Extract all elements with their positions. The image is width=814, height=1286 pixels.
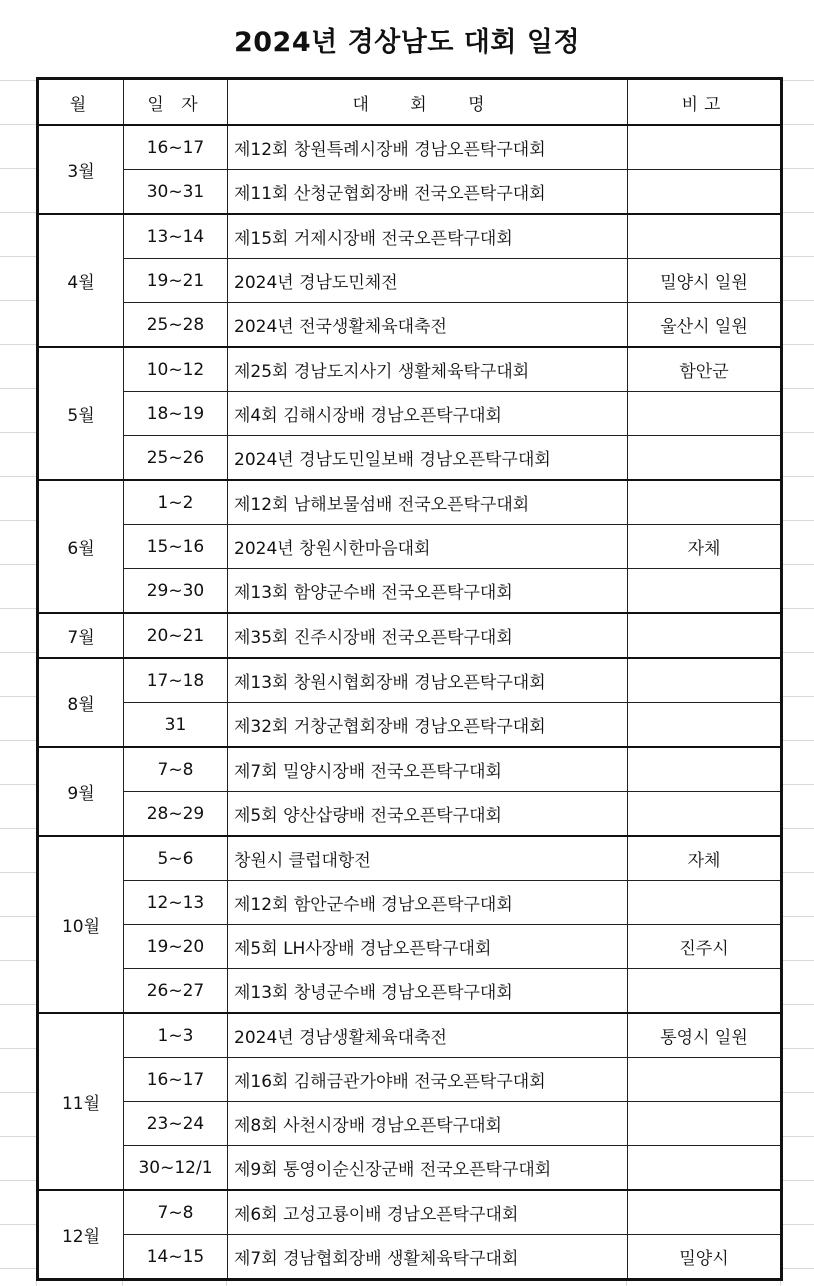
note-cell	[628, 1146, 782, 1191]
month-cell: 4월	[38, 214, 124, 347]
event-name-cell: 제12회 함안군수배 경남오픈탁구대회	[228, 881, 628, 925]
note-cell	[628, 703, 782, 748]
table-row	[38, 836, 782, 881]
table-row	[38, 1190, 782, 1235]
note-cell: 울산시 일원	[628, 303, 782, 348]
table-header-row	[38, 79, 782, 126]
table-row	[38, 525, 782, 569]
note-cell	[628, 1190, 782, 1235]
event-name-cell: 제9회 통영이순신장군배 전국오픈탁구대회	[228, 1146, 628, 1191]
event-name-cell: 제12회 남해보물섬배 전국오픈탁구대회	[228, 480, 628, 525]
note-cell	[628, 392, 782, 436]
note-cell: 밀양시 일원	[628, 259, 782, 303]
note-cell: 자체	[628, 525, 782, 569]
day-cell: 31	[124, 703, 228, 748]
event-name-cell: 2024년 경남도민일보배 경남오픈탁구대회	[228, 436, 628, 481]
note-cell	[628, 1102, 782, 1146]
event-name-cell: 창원시 클럽대항전	[228, 836, 628, 881]
table-row	[38, 792, 782, 837]
day-cell: 1~2	[124, 480, 228, 525]
event-name-cell: 제12회 창원특례시장배 경남오픈탁구대회	[228, 125, 628, 170]
day-cell: 28~29	[124, 792, 228, 837]
day-cell: 15~16	[124, 525, 228, 569]
month-cell: 6월	[38, 480, 124, 613]
month-cell: 8월	[38, 658, 124, 747]
month-cell: 5월	[38, 347, 124, 480]
note-cell	[628, 792, 782, 837]
event-name-cell: 제5회 LH사장배 경남오픈탁구대회	[228, 925, 628, 969]
event-name-cell: 제15회 거제시장배 전국오픈탁구대회	[228, 214, 628, 259]
event-name-cell: 제13회 창원시협회장배 경남오픈탁구대회	[228, 658, 628, 703]
day-cell: 25~26	[124, 436, 228, 481]
header-name: 대 회 명	[228, 79, 628, 126]
event-name-cell: 제11회 산청군협회장배 전국오픈탁구대회	[228, 170, 628, 215]
table-row	[38, 658, 782, 703]
event-name-cell: 제25회 경남도지사기 생활체육탁구대회	[228, 347, 628, 392]
header-note: 비고	[628, 79, 782, 126]
table-row	[38, 747, 782, 792]
event-name-cell: 제13회 창녕군수배 경남오픈탁구대회	[228, 969, 628, 1014]
schedule-body	[38, 125, 782, 1280]
note-cell: 자체	[628, 836, 782, 881]
day-cell: 25~28	[124, 303, 228, 348]
table-row	[38, 569, 782, 614]
day-cell: 29~30	[124, 569, 228, 614]
note-cell: 함안군	[628, 347, 782, 392]
day-cell: 10~12	[124, 347, 228, 392]
table-row	[38, 1235, 782, 1280]
month-cell: 3월	[38, 125, 124, 214]
day-cell: 7~8	[124, 747, 228, 792]
table-row	[38, 613, 782, 658]
note-cell: 진주시	[628, 925, 782, 969]
event-name-cell: 제8회 사천시장배 경남오픈탁구대회	[228, 1102, 628, 1146]
day-cell: 14~15	[124, 1235, 228, 1280]
event-name-cell: 제5회 양산삽량배 전국오픈탁구대회	[228, 792, 628, 837]
event-name-cell: 제32회 거창군협회장배 경남오픈탁구대회	[228, 703, 628, 748]
event-name-cell: 제4회 김해시장배 경남오픈탁구대회	[228, 392, 628, 436]
event-name-cell: 제13회 함양군수배 전국오픈탁구대회	[228, 569, 628, 614]
month-cell: 7월	[38, 613, 124, 658]
day-cell: 26~27	[124, 969, 228, 1014]
table-row	[38, 303, 782, 348]
event-name-cell: 2024년 창원시한마음대회	[228, 525, 628, 569]
schedule-table	[36, 77, 783, 1281]
day-cell: 5~6	[124, 836, 228, 881]
event-name-cell: 제35회 진주시장배 전국오픈탁구대회	[228, 613, 628, 658]
note-cell	[628, 658, 782, 703]
table-row	[38, 392, 782, 436]
day-cell: 7~8	[124, 1190, 228, 1235]
note-cell	[628, 480, 782, 525]
note-cell	[628, 214, 782, 259]
event-name-cell: 2024년 전국생활체육대축전	[228, 303, 628, 348]
event-name-cell: 제6회 고성고룡이배 경남오픈탁구대회	[228, 1190, 628, 1235]
day-cell: 13~14	[124, 214, 228, 259]
note-cell	[628, 569, 782, 614]
day-cell: 18~19	[124, 392, 228, 436]
table-row	[38, 1013, 782, 1058]
day-cell: 23~24	[124, 1102, 228, 1146]
event-name-cell: 2024년 경남생활체육대축전	[228, 1013, 628, 1058]
header-month: 월	[38, 79, 124, 126]
day-cell: 17~18	[124, 658, 228, 703]
table-row	[38, 347, 782, 392]
day-cell: 20~21	[124, 613, 228, 658]
note-cell	[628, 1058, 782, 1102]
table-row	[38, 1058, 782, 1102]
event-name-cell: 제16회 김해금관가야배 전국오픈탁구대회	[228, 1058, 628, 1102]
day-cell: 16~17	[124, 1058, 228, 1102]
table-row	[38, 925, 782, 969]
note-cell: 통영시 일원	[628, 1013, 782, 1058]
day-cell: 30~31	[124, 170, 228, 215]
header-day: 일 자	[124, 79, 228, 126]
day-cell: 19~21	[124, 259, 228, 303]
event-name-cell: 2024년 경남도민체전	[228, 259, 628, 303]
month-cell: 12월	[38, 1190, 124, 1280]
table-row	[38, 1146, 782, 1191]
event-name-cell: 제7회 밀양시장배 전국오픈탁구대회	[228, 747, 628, 792]
month-cell: 9월	[38, 747, 124, 836]
table-row	[38, 214, 782, 259]
table-row	[38, 1102, 782, 1146]
note-cell	[628, 747, 782, 792]
month-cell: 10월	[38, 836, 124, 1013]
day-cell: 1~3	[124, 1013, 228, 1058]
table-row	[38, 881, 782, 925]
day-cell: 16~17	[124, 125, 228, 170]
table-row	[38, 969, 782, 1014]
page-title: 2024년 경상남도 대회 일정	[0, 0, 814, 78]
month-cell: 11월	[38, 1013, 124, 1190]
event-name-cell: 제7회 경남협회장배 생활체육탁구대회	[228, 1235, 628, 1280]
day-cell: 30~12/1	[124, 1146, 228, 1191]
day-cell: 12~13	[124, 881, 228, 925]
note-cell	[628, 436, 782, 481]
table-row	[38, 703, 782, 748]
note-cell	[628, 613, 782, 658]
note-cell	[628, 881, 782, 925]
note-cell	[628, 170, 782, 215]
table-row	[38, 125, 782, 170]
table-row	[38, 259, 782, 303]
note-cell	[628, 969, 782, 1014]
table-row	[38, 170, 782, 215]
table-row	[38, 480, 782, 525]
note-cell: 밀양시	[628, 1235, 782, 1280]
note-cell	[628, 125, 782, 170]
day-cell: 19~20	[124, 925, 228, 969]
table-row	[38, 436, 782, 481]
